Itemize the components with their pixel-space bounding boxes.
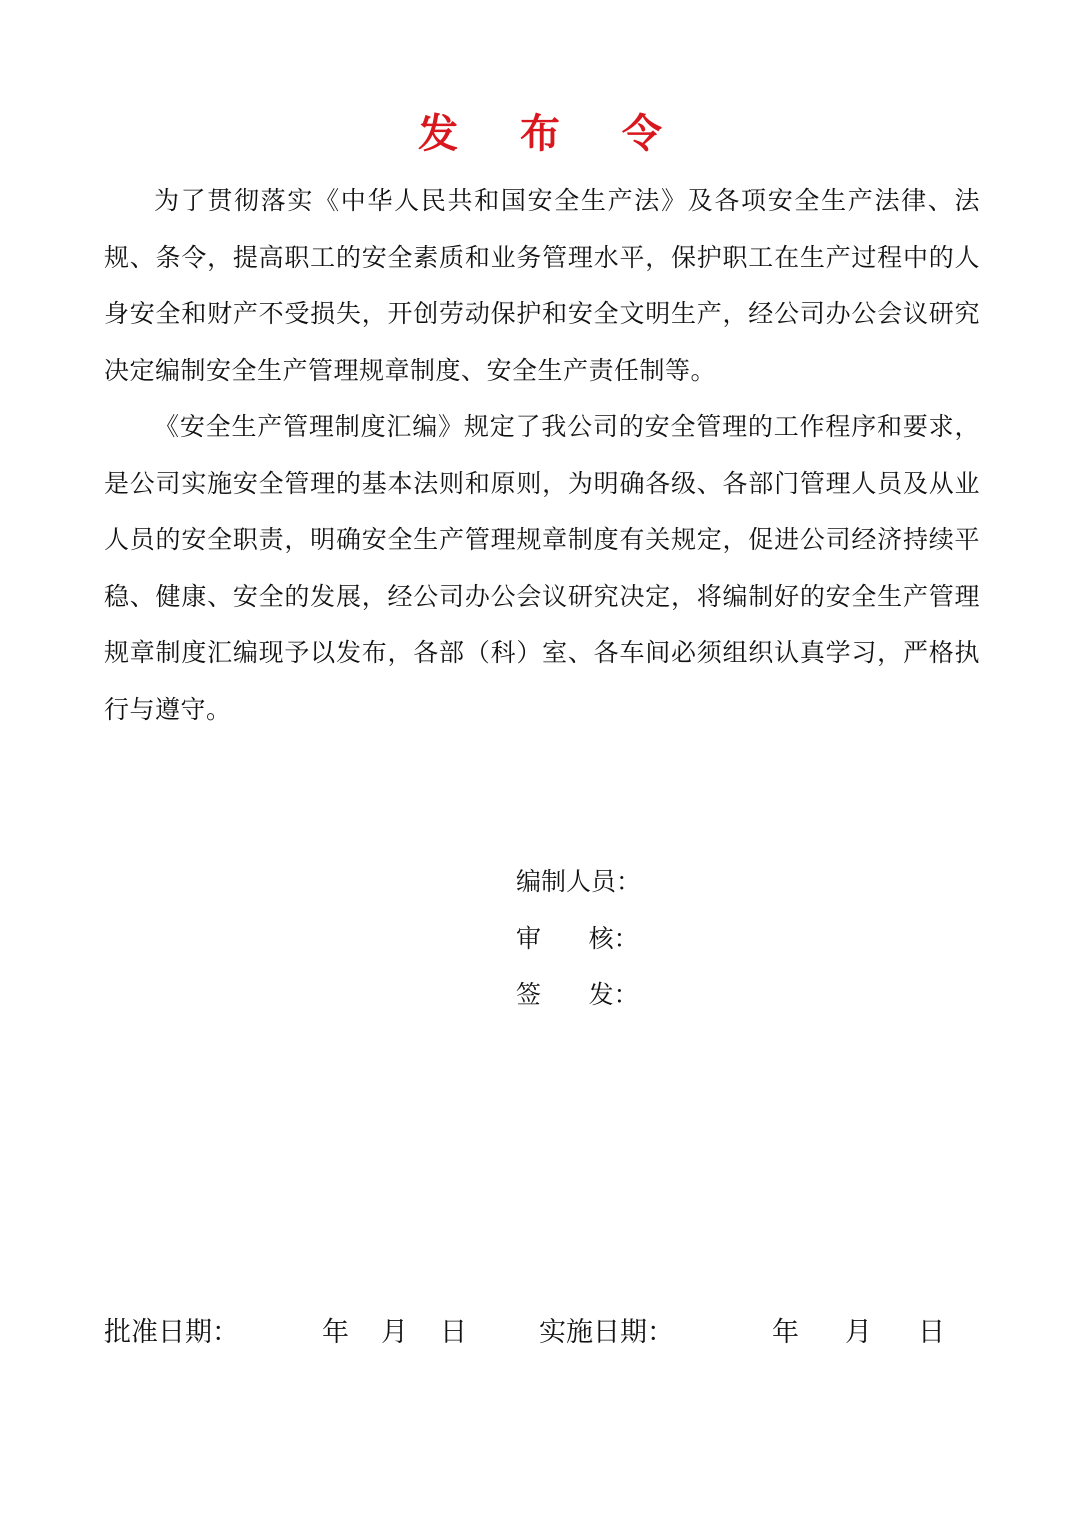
reviewer-label: 审 核：	[516, 923, 639, 953]
approval-month-label: 月	[381, 1317, 408, 1348]
document-title: 发 布 令	[418, 110, 686, 157]
approval-day-label: 日	[440, 1317, 467, 1348]
paragraph-purpose: 为了贯彻落实《中华人民共和国安全生产法》及各项安全生产法律、法规、条令，提高职工的安全素质和业务管理水平，保护职工在生产过程中的人身安全和财产不受损失，开创劳动保护和安全文明生产，经公司办公会议研究决定编制安全生产管理规章制度、安全生产责任制等。	[104, 186, 980, 385]
issuer-label: 签 发：	[516, 980, 639, 1009]
implementation-date-label: 实施日期：	[539, 1317, 674, 1348]
implementation-year-label: 年	[772, 1317, 799, 1348]
signature-block	[516, 854, 641, 1024]
approval-date-label: 批准日期：	[104, 1317, 239, 1348]
paragraph-announcement: 《安全生产管理制度汇编》规定了我公司的安全管理的工作程序和要求，是公司实施安全管理的基本法则和原则，为明确各级、各部门管理人员及从业人员的安全职责，明确安全生产管理规章制度有关规定，促进公司经济持续平稳、健康、安全的发展，经公司办公会议研究决定，将编制好的安全生产管理规章制度汇编现予以发布，各部（科）室、各车间必须组织认真学习，严格执行与遵守。	[104, 412, 980, 724]
compiler-label: 编制人员：	[516, 867, 642, 896]
date-line	[104, 1310, 1004, 1360]
implementation-month-label: 月	[845, 1317, 872, 1348]
approval-year-label: 年	[322, 1317, 349, 1348]
implementation-day-label: 日	[918, 1317, 945, 1348]
